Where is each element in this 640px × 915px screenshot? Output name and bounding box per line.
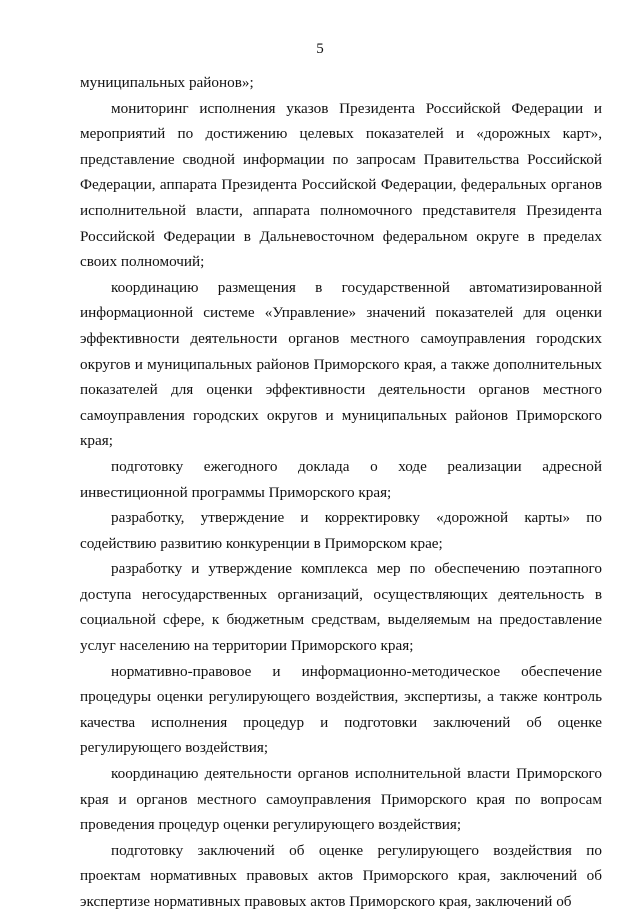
paragraph-continuation: муниципальных районов»; [80,74,254,91]
paragraph-access-measures: разработку и утверждение комплекса мер по обеспечению поэтапного доступа негосударственных организаций, осуществляющих деятельность в социальной сфере, к бюджетным средствам, выделяемым на предоставление услуг населению на территории Приморского края; [80,560,602,655]
paragraph-conclusions: подготовку заключений об оценке регулирующего воздействия по проектам нормативных правовых актов Приморского края, заключений об экспертизе нормативных правовых актов Приморского края, заключений об [80,841,602,910]
paragraph-coordination-gas: координацию размещения в государственной автоматизированной информационной системе «Управление» значений показателей для оценки эффективности деятельности органов местного самоуправления городских округов и муниципальных районов Приморского края, а также дополнительных показателей для оценки эффективности деятельности органов местного самоуправления городских округов и муниципальных районов Приморского края; [80,278,602,450]
page-number: 5 [316,41,324,57]
paragraph-monitoring: мониторинг исполнения указов Президента Российской Федерации и мероприятий по достижению целевых показателей и «дорожных карт», представление сводной информации по запросам Правительства Российской Федерации, аппарата Президента Российской Федерации, федеральных органов исполнительной власти, аппарата полномочного представителя Президента Российской Федерации в Дальневосточном федеральном округе в пределах своих полномочий; [80,99,602,271]
document-body [80,70,602,915]
paragraph-regulatory-support: нормативно-правовое и информационно-методическое обеспечение процедуры оценки регулирующего воздействия, экспертизы, а также контроль качества исполнения процедур и подготовки заключений об оценке регулирующего воздействия; [80,662,602,757]
paragraph-coordination-authorities: координацию деятельности органов исполнительной власти Приморского края и органов местного самоуправления Приморского края по вопросам проведения процедур оценки регулирующего воздействия; [80,765,602,834]
paragraph-roadmap: разработку, утверждение и корректировку «дорожной карты» по содействию развитию конкуренции в Приморском крае; [80,509,602,552]
paragraph-annual-report: подготовку ежегодного доклада о ходе реализации адресной инвестиционной программы Приморского края; [80,457,602,501]
